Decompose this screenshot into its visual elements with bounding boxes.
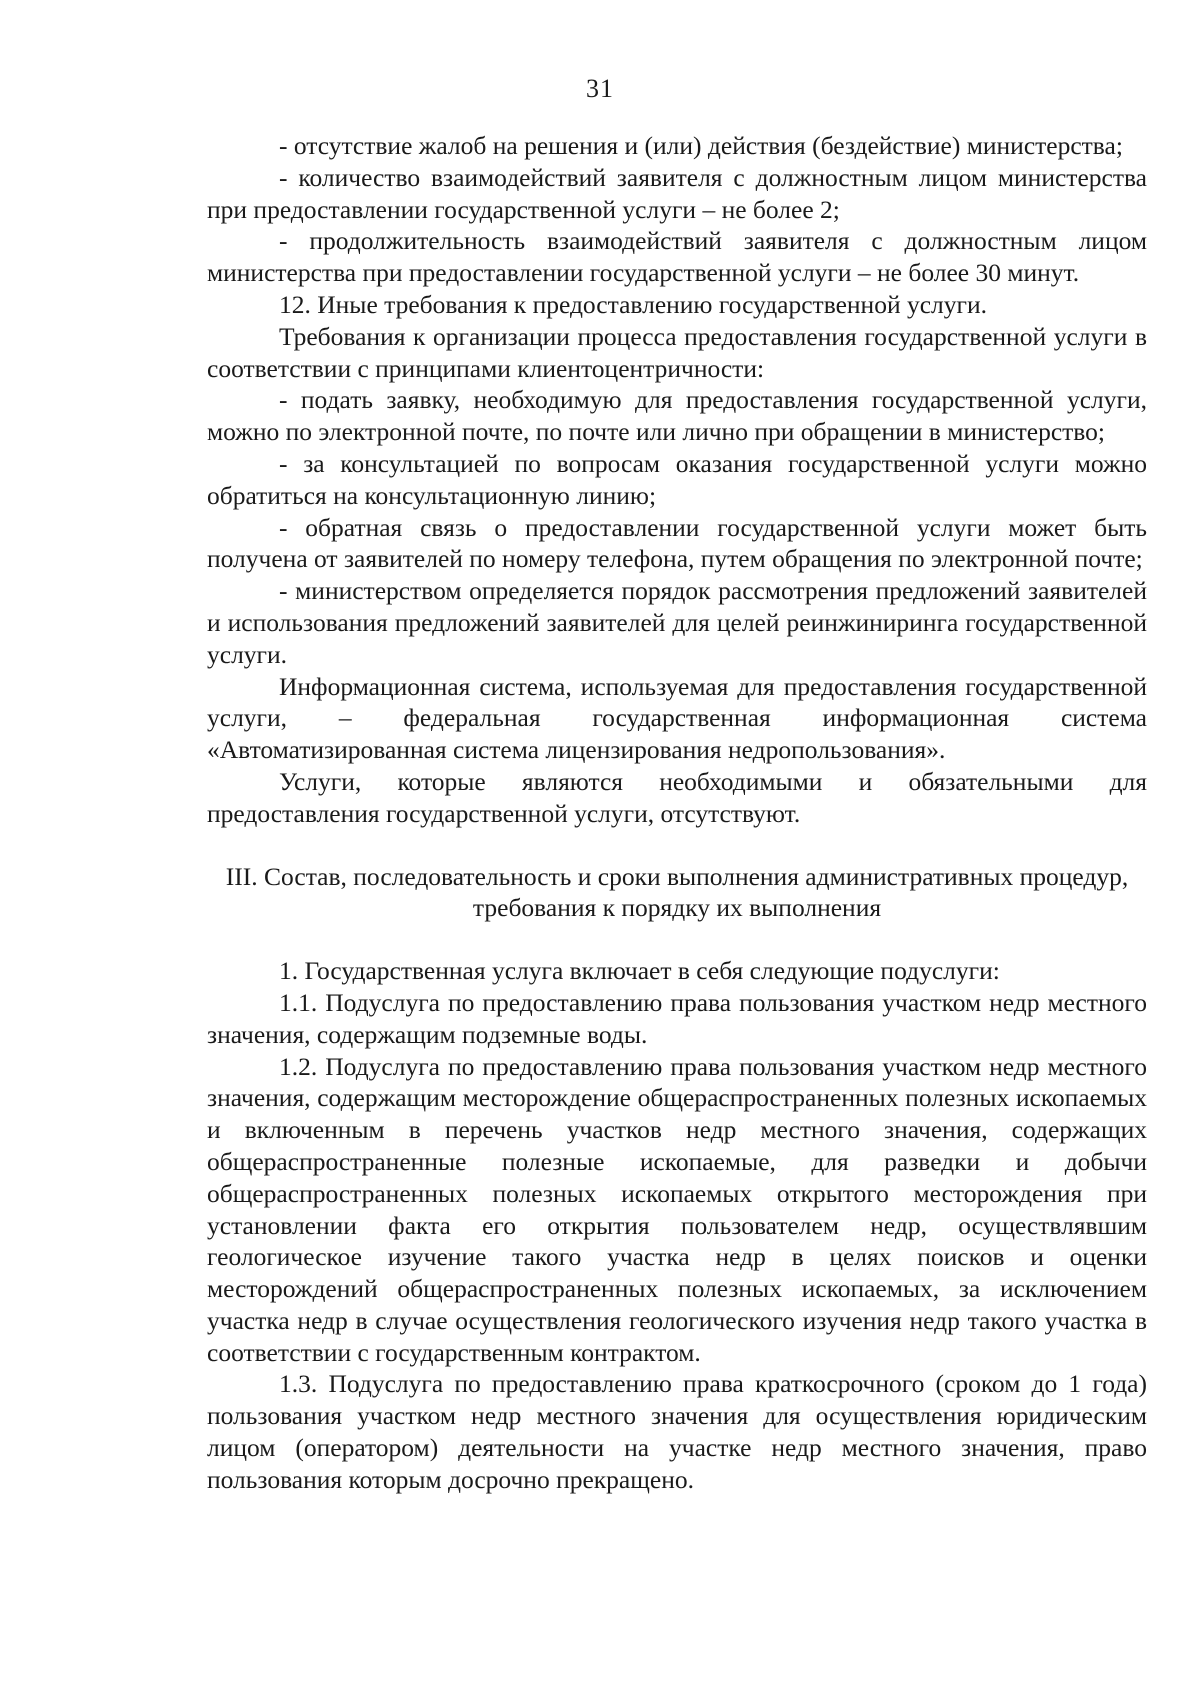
- paragraph-consultation: - за консультацией по вопросам оказания государственной услуги можно обратиться на консультационную линию;: [207, 448, 1147, 510]
- paragraph-subservice-1-3: 1.3. Подуслуга по предоставлению права краткосрочного (сроком до 1 года) пользования участком недр местного значения для осуществления юридическим лицом (оператором) деятельности на участке недр местного значения, право пользования которым досрочно прекращено.: [207, 1369, 1147, 1494]
- paragraph-submit-application: - подать заявку, необходимую для предоставления государственной услуги, можно по электронной почте, по почте или лично при обращении в министерство;: [207, 385, 1147, 447]
- paragraph-other-requirements: 12. Иные требования к предоставлению государственной услуги.: [279, 289, 987, 319]
- paragraph-client-centric-requirements: Требования к организации процесса предоставления государственной услуги в соответствии с принципами клиентоцентричности:: [207, 321, 1147, 383]
- paragraph-interaction-count: - количество взаимодействий заявителя с должностным лицом министерства при предоставлении государственной услуги – не более 2;: [207, 162, 1147, 224]
- document-body: [207, 130, 1147, 1496]
- paragraph-necessary-services: Услуги, которые являются необходимыми и обязательными для предоставления государственной услуги, отсутствуют.: [207, 766, 1147, 828]
- section-heading: III. Состав, последовательность и сроки выполнения административных процедур, требования к порядку их выполнения: [225, 861, 1129, 923]
- paragraph-subservice-1-1: 1.1. Подуслуга по предоставлению права пользования участком недр местного значения, содержащим подземные воды.: [207, 987, 1147, 1049]
- page-number: 31: [586, 74, 614, 103]
- paragraph-subservices-intro: 1. Государственная услуга включает в себя следующие подуслуги:: [279, 956, 1000, 986]
- paragraph-feedback: - обратная связь о предоставлении государственной услуги может быть получена от заявителей по номеру телефона, путем обращения по электронной почте;: [207, 512, 1147, 574]
- paragraph-reengineering: - министерством определяется порядок рассмотрения предложений заявителей и использования предложений заявителей для целей реинжиниринга государственной услуги.: [207, 576, 1147, 669]
- paragraph-interaction-duration: - продолжительность взаимодействий заявителя с должностным лицом министерства при предоставлении государственной услуги – не более 30 минут.: [207, 226, 1147, 288]
- paragraph-subservice-1-2: 1.2. Подуслуга по предоставлению права пользования участком недр местного значения, содержащим месторождение общераспространенных полезных ископаемых и включенным в перечень участков недр местного значения, содержащих общераспространенные полезные ископаемые, для разведки и добычи общераспространенных полезных ископаемых открытого месторождения при установлении факта его открытия пользователем недр, осуществлявшим геологическое изучение такого участка недр в целях поисков и оценки месторождений общераспространенных полезных ископаемых, за исключением участка недр в случае осуществления геологического изучения недр такого участка в соответствии с государственным контрактом.: [207, 1051, 1147, 1367]
- paragraph-information-system: Информационная система, используемая для предоставления государственной услуги, – федеральная государственная информационная система «Автоматизированная система лицензирования недропользования».: [207, 671, 1147, 765]
- paragraph-no-complaints: - отсутствие жалоб на решения и (или) действия (бездействие) министерства;: [279, 131, 1123, 160]
